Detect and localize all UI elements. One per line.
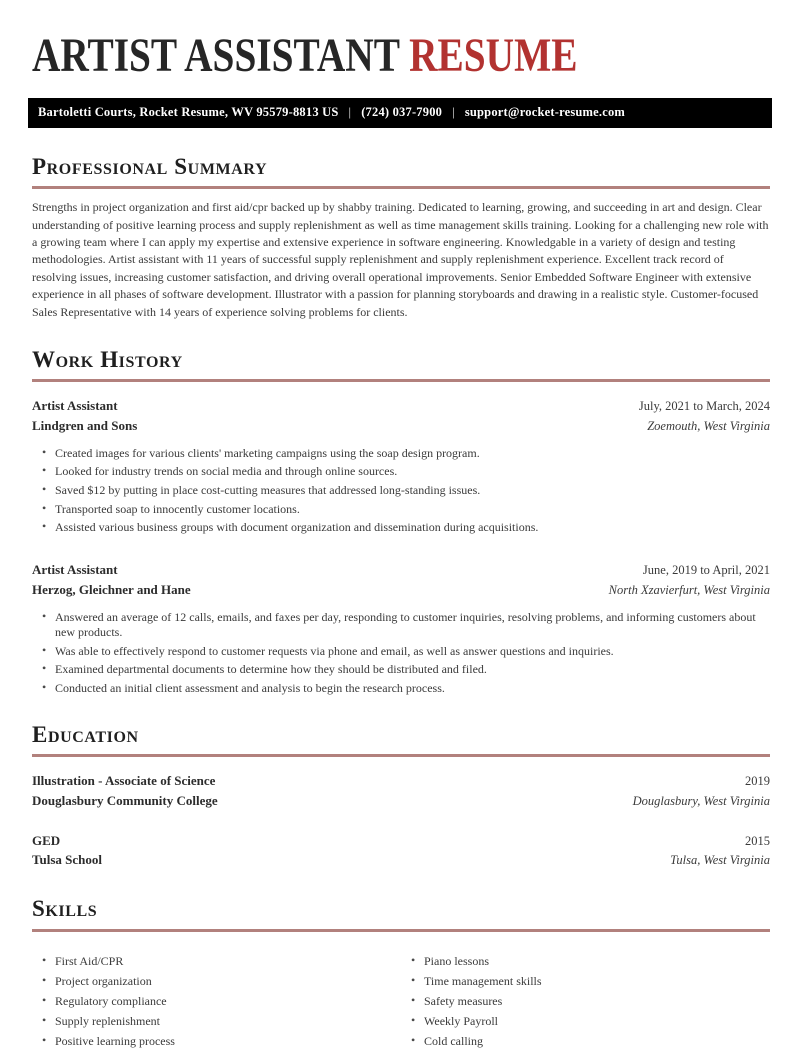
skill-item: • First Aid/CPR <box>42 954 401 969</box>
job-bullet: • Assisted various business groups with document organization and dissemination during acquisitions. <box>42 520 770 535</box>
job-company: Lindgren and Sons <box>32 418 138 434</box>
education-degree: Illustration - Associate of Science <box>32 773 216 789</box>
section-divider <box>32 929 770 932</box>
job-bullet: • Was able to effectively respond to customer requests via phone and email, as well as answer questions and inquiries. <box>42 644 770 659</box>
job-bullet: • Saved $12 by putting in place cost-cutting measures that addressed long-standing issues. <box>42 483 770 498</box>
education-degree-row <box>32 771 770 791</box>
job-location: North Xzavierfurt, West Virginia <box>608 583 770 598</box>
job-company-row <box>32 580 770 600</box>
skill-item: • Regulatory compliance <box>42 994 401 1009</box>
section-professional-summary <box>32 154 770 321</box>
summary-heading: Professional Summary <box>32 154 268 179</box>
title-resume-text: RESUME <box>409 29 578 82</box>
section-divider <box>32 754 770 757</box>
education-school: Tulsa School <box>32 852 102 868</box>
education-year: 2019 <box>745 774 770 789</box>
job-bullet: • Answered an average of 12 calls, emails, and faxes per day, responding to customer inquiries, resolving problems, and informing customers about new products. <box>42 610 770 640</box>
skill-item: • Piano lessons <box>411 954 770 969</box>
job-title: Artist Assistant <box>32 398 118 414</box>
contact-bar <box>28 98 772 128</box>
job-bullet-list <box>42 446 770 536</box>
job-company: Herzog, Gleichner and Hane <box>32 582 191 598</box>
contact-separator: | <box>348 105 352 119</box>
contact-address: Bartoletti Courts, Rocket Resume, WV 95579-8813 US <box>38 105 339 119</box>
contact-separator: | <box>452 105 455 119</box>
education-entry <box>32 831 770 871</box>
job-title-row <box>32 396 770 416</box>
education-location: Tulsa, West Virginia <box>670 853 770 868</box>
job-title-row <box>32 560 770 580</box>
job-entry <box>32 396 770 535</box>
summary-paragraph: Strengths in project organization and first aid/cpr backed up by shabby training. Dedicated to learning, growing, and succeeding in art and design. Clear understanding of positive learning process and supply replenishment as well as time management skills training. Looking for a challenging new role with a growing team where I can apply my expertise and extensive experience in software engineering. Knowledgable in a variety of design and testing methodologies. Artist assistant with 11 years of successful supply replenishment and supply replenishment experience. Excellent track record of resolving issues, increasing customer satisfaction, and driving overall operational improvements. Senior Embedded Software Engineer with extensive experience in all phases of software development. Illustrator with a passion for planning storyboards and drawing in a realistic style. Customer-focused Sales Representative with 14 years of experience solving problems for clients. <box>32 200 769 319</box>
education-entry <box>32 771 770 811</box>
education-location: Douglasbury, West Virginia <box>632 793 770 808</box>
job-dates: July, 2021 to March, 2024 <box>638 399 770 414</box>
skills-heading: Skills <box>32 896 98 922</box>
job-bullet-list <box>42 610 770 696</box>
job-bullet: • Created images for various clients' marketing campaigns using the soap design program. <box>42 446 770 461</box>
education-school-row <box>32 791 770 811</box>
section-education <box>32 722 770 870</box>
education-year: 2015 <box>745 833 770 848</box>
job-company-row <box>32 416 770 436</box>
job-bullet: • Conducted an initial client assessment and analysis to begin the research process. <box>42 681 770 696</box>
title-role-text: ARTIST ASSISTANT <box>32 29 400 82</box>
page-title <box>32 29 637 82</box>
job-title: Artist Assistant <box>32 562 118 578</box>
education-heading: Education <box>32 721 139 747</box>
skills-list-right <box>411 954 770 1054</box>
skill-item: • Safety measures <box>411 994 770 1009</box>
contact-email: support@rocket-resume.com <box>464 105 626 119</box>
contact-phone: (724) 037-7900 <box>361 105 443 119</box>
education-school-row <box>32 850 770 870</box>
skill-item: • Positive learning process <box>42 1034 401 1049</box>
education-degree: GED <box>32 832 61 848</box>
job-entry <box>32 560 770 696</box>
section-skills <box>32 896 770 1054</box>
work-history-heading: Work History <box>32 347 183 373</box>
section-divider <box>32 379 770 382</box>
skills-columns <box>32 944 770 1054</box>
section-work-history <box>32 347 770 696</box>
education-school: Douglasbury Community College <box>32 792 218 808</box>
skill-item: • Project organization <box>42 974 401 989</box>
job-bullet: • Examined departmental documents to determine how they should be distributed and filed. <box>42 662 770 677</box>
job-bullet: • Looked for industry trends on social media and through online sources. <box>42 464 770 479</box>
skill-item: • Cold calling <box>411 1034 770 1049</box>
skills-list-left <box>42 954 401 1054</box>
job-location: Zoemouth, West Virginia <box>647 419 770 434</box>
education-degree-row <box>32 831 770 851</box>
skill-item: • Supply replenishment <box>42 1014 401 1029</box>
job-bullet: • Transported soap to innocently customer locations. <box>42 502 770 517</box>
skill-item: • Weekly Payroll <box>411 1014 770 1029</box>
section-divider <box>32 186 770 189</box>
job-dates: June, 2019 to April, 2021 <box>642 563 770 578</box>
skill-item: • Time management skills <box>411 974 770 989</box>
